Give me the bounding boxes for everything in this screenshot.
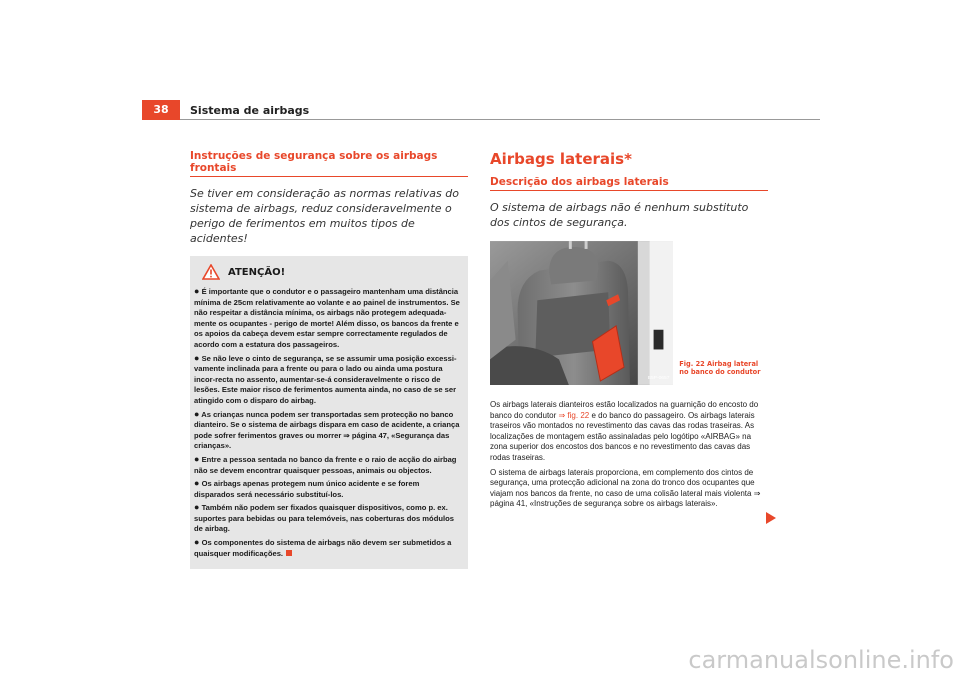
bullet-icon: ● <box>194 478 200 489</box>
bullet-icon: ● <box>194 408 200 419</box>
warning-header <box>202 264 460 280</box>
figure-caption: Fig. 22 Airbag lateral no banco do condutor <box>679 360 761 376</box>
bullet-icon: ● <box>194 502 200 513</box>
section-heading-side: Descrição dos airbags laterais <box>490 176 768 191</box>
warning-triangle-icon <box>202 264 220 280</box>
warning-item: ● É importante que o condutor e o passageiro mantenham uma distância mínima de 25cm relativamente ao volante e ao painel de instrumentos. Se não respeitar a distância mínima, os airbags não protegem adequada-mente os ocupantes - perigo de morte! Além disso, os bancos da frente e os apoios da cabeça devem estar sempre correctamente regulados de acordo com a estatura dos passageiros. <box>194 286 460 349</box>
bullet-icon: ● <box>194 286 200 296</box>
page-number: 38 <box>142 100 180 120</box>
right-column <box>490 150 768 510</box>
header-rule <box>180 119 820 120</box>
running-header: Sistema de airbags <box>190 104 310 117</box>
warning-item: ● Os airbags apenas protegem num único acidente e se forem disparados será necessário substituí-los. <box>194 478 420 499</box>
end-of-section-icon <box>286 550 292 556</box>
seat-airbag-figure <box>490 240 673 386</box>
warning-item: ● Se não leve o cinto de segurança, se se assumir uma posição excessi-vamente inclinada para a frente ou para o lado ou ainda uma postura incor-recta no assento, aumentar-se-á consideravelmente o risco de lesões. Este maior risco de ferimentos aumenta ainda, no caso de se ser atingido com o disparo do airbag. <box>194 352 457 405</box>
figure-code: B5P-0657 <box>647 376 670 382</box>
intro-side: O sistema de airbags não é nenhum substituto dos cintos de segurança. <box>490 201 749 229</box>
left-column <box>190 150 468 569</box>
bullet-icon: ● <box>194 537 200 548</box>
body-paragraph: O sistema de airbags laterais proporciona, em complemento dos cintos de segurança, uma protecção adicional na zona do tronco dos ocupantes que viajam nos bancos da frente, no caso de uma colisão lateral mais violenta ⇒ página 41, «Instruções de segurança sobre os airbags laterais». <box>490 467 761 509</box>
warning-box <box>190 256 468 569</box>
section-heading-frontal: Instruções de segurança sobre os airbags frontais <box>190 150 468 177</box>
figure-row <box>490 240 768 386</box>
continue-arrow-icon <box>766 512 776 524</box>
bullet-icon: ● <box>194 352 200 363</box>
warning-title: ATENÇÃO! <box>228 266 286 278</box>
body-paragraph: Os airbags laterais dianteiros estão localizados na guarnição do encosto do banco do condutor ⇒ fig. 22 e do banco do passageiro. Os airbags laterais traseiros vão montados no revestimento das cavas das rodas traseiras. As localizações de montagem estão assinaladas pelo logótipo «AIRBAG» na zona superior dos encostos dos bancos e no revestimento das cavas das rodas traseiras. <box>490 400 759 462</box>
warning-item: ● Entre a pessoa sentada no banco da frente e o raio de acção do airbag não se devem encontrar quaisquer pessoas, animais ou objectos. <box>194 453 457 475</box>
warning-item: ● As crianças nunca podem ser transportadas sem protecção no banco dianteiro. Se o sistema de airbags dispara em caso de acidente, a criança pode sofrer ferimentos graves ou morrer ⇒ página 47, «Segurança das crianças». <box>194 408 460 451</box>
bullet-icon: ● <box>194 453 200 464</box>
watermark: carmanualsonline.info <box>688 646 954 674</box>
warning-item: ● Os componentes do sistema de airbags não devem ser submetidos a quaisquer modificações. <box>194 537 452 558</box>
warning-item: ● Também não podem ser fixados quaisquer dispositivos, como p. ex. suportes para bebidas ou para telemóveis, nas coberturas dos módulos de airbag. <box>194 502 454 534</box>
chapter-title: Airbags laterais* <box>490 150 632 168</box>
figure-reference-link[interactable]: ⇒ fig. 22 <box>558 410 590 420</box>
intro-frontal: Se tiver em consideração as normas relativas do sistema de airbags, reduz consideravelmente o perigo de ferimentos em muitos tipos de acidentes! <box>190 187 459 245</box>
